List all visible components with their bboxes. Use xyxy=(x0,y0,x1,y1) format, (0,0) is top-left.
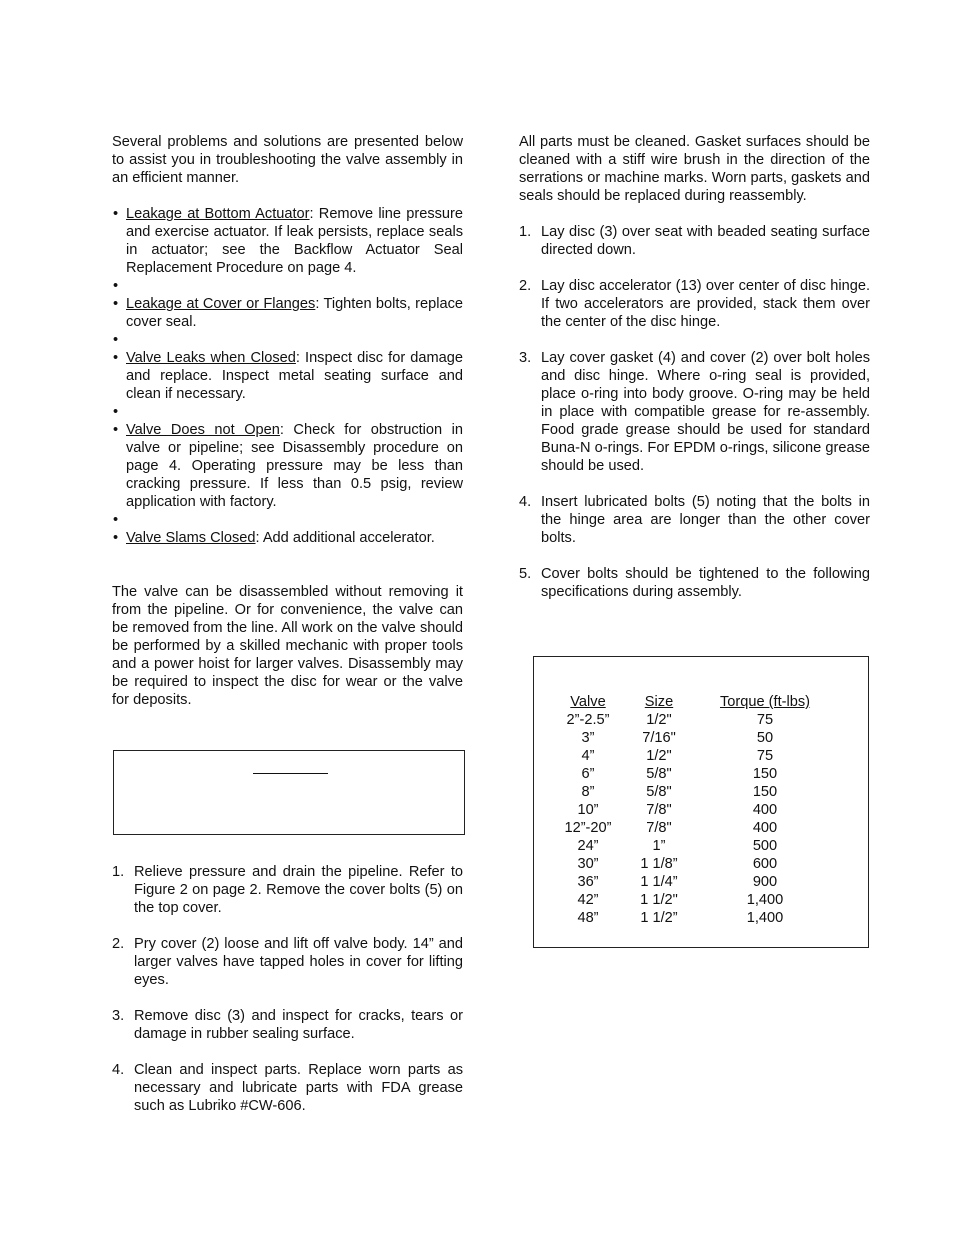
reassembly-step: 5. Cover bolts should be tightened to the following specifications during assembly. xyxy=(519,566,870,600)
valve-size-cell: 6” xyxy=(581,766,595,782)
table-row xyxy=(548,837,840,855)
left-column xyxy=(112,133,463,709)
bolt-size-cell: 1” xyxy=(652,838,666,854)
table-row xyxy=(548,711,840,729)
bolt-size-cell: 1 1/2” xyxy=(640,910,678,926)
caution-heading-rule xyxy=(253,773,328,774)
header-size: Size xyxy=(644,694,674,710)
bolt-size-cell: 7/8" xyxy=(646,820,672,836)
table-row xyxy=(548,801,840,819)
bolt-size-cell: 5/8" xyxy=(646,784,672,800)
bolt-size-cell: 1 1/8” xyxy=(640,856,678,872)
bolt-size-cell: 1 1/4” xyxy=(640,874,678,890)
valve-size-cell: 10” xyxy=(577,802,599,818)
torque-cell: 900 xyxy=(752,874,778,890)
trouble-item-does-not-open xyxy=(112,421,463,511)
disassembly-step: 2. Pry cover (2) loose and lift off valve body. 14” and larger valves have tapped holes in cover for lifting eyes. xyxy=(112,936,463,988)
trouble-title: Leakage at Cover or Flanges xyxy=(126,296,316,312)
trouble-text: : Add additional accelerator. xyxy=(255,530,435,546)
table-row xyxy=(548,765,840,783)
trouble-title: Valve Slams Closed xyxy=(126,530,256,546)
table-row xyxy=(548,891,840,909)
torque-cell: 1,400 xyxy=(746,910,784,926)
table-row xyxy=(548,783,840,801)
troubleshooting-list xyxy=(112,205,463,547)
valve-size-cell: 2”-2.5” xyxy=(566,712,610,728)
reassembly-step: 4. Insert lubricated bolts (5) noting that the bolts in the hinge area are longer than the other cover bolts. xyxy=(519,494,870,546)
valve-size-cell: 36” xyxy=(577,874,599,890)
disassembly-intro: The valve can be disassembled without removing it from the pipeline. Or for convenience, the valve can be removed from the line. All work on the valve should be performed by a skilled mechanic with proper tools and a power hoist for larger valves. Disassembly may be required to inspect the disc for wear or the valve for deposits. xyxy=(112,584,463,708)
valve-size-cell: 4” xyxy=(581,748,595,764)
trouble-item-slams-closed xyxy=(112,529,463,547)
disassembly-step: 3. Remove disc (3) and inspect for cracks, tears or damage in rubber sealing surface. xyxy=(112,1008,463,1042)
header-valve: Valve xyxy=(570,694,606,710)
table-row xyxy=(548,855,840,873)
reassembly-steps xyxy=(519,223,870,601)
trouble-text: : Inspect disc for damage and replace. Inspect metal seating surface and clean if necessary. xyxy=(126,350,463,402)
table-row xyxy=(548,873,840,891)
trouble-text: : Remove line pressure and exercise actuator. If leak persists, replace seals in actuator; see the Backflow Actuator Seal Replacement Procedure on page 4. xyxy=(126,206,464,276)
reassembly-step: 3. Lay cover gasket (4) and cover (2) over bolt holes and disc hinge. Where o-ring seal is provided, place o-ring into body groove. O-ring may be held in place with compatible grease for re-assembly. Food grade grease should be used for standard Buna-N o-rings. For EPDM o-rings, silicone grease should be used. xyxy=(519,350,870,474)
trouble-item-leaks-closed xyxy=(112,349,463,403)
reassembly-intro: All parts must be cleaned. Gasket surfaces should be cleaned with a stiff wire brush in the direction of the serrations or machine marks. Worn parts, gaskets and seals should be replaced during reassembly. xyxy=(519,134,870,204)
torque-cell: 150 xyxy=(752,784,778,800)
reassembly-step: 2. Lay disc accelerator (13) over center of disc hinge. If two accelerators are provided, stack them over the center of the disc hinge. xyxy=(519,278,870,330)
bolt-size-cell: 1/2" xyxy=(646,748,672,764)
trouble-item-cover-flanges xyxy=(112,295,463,331)
disassembly-steps xyxy=(112,863,463,1115)
valve-size-cell: 42” xyxy=(577,892,599,908)
table-row xyxy=(548,909,840,927)
valve-size-cell: 8” xyxy=(581,784,595,800)
trouble-title: Valve Does not Open xyxy=(126,422,280,438)
table-row xyxy=(548,729,840,747)
bolt-size-cell: 1 1/2" xyxy=(640,892,678,908)
table-row xyxy=(548,747,840,765)
torque-cell: 50 xyxy=(756,730,774,746)
bolt-size-cell: 1/2" xyxy=(646,712,672,728)
torque-cell: 150 xyxy=(752,766,778,782)
valve-size-cell: 48” xyxy=(577,910,599,926)
header-torque: Torque (ft-lbs) xyxy=(719,694,811,710)
disassembly-step: 1. Relieve pressure and drain the pipeline. Refer to Figure 2 on page 2. Remove the cover bolts (5) on the top cover. xyxy=(112,864,463,916)
bolt-size-cell: 5/8" xyxy=(646,766,672,782)
valve-size-cell: 24” xyxy=(577,838,599,854)
disassembly-step: 4. Clean and inspect parts. Replace worn parts as necessary and lubricate parts with FDA grease such as Lubriko #CW-606. xyxy=(112,1062,463,1114)
troubleshooting-intro: Several problems and solutions are presented below to assist you in troubleshooting the valve assembly in an efficient manner. xyxy=(112,134,463,186)
torque-cell: 1,400 xyxy=(746,892,784,908)
torque-cell: 75 xyxy=(756,748,774,764)
bolt-size-cell: 7/16" xyxy=(642,730,676,746)
torque-cell: 400 xyxy=(752,820,778,836)
valve-size-cell: 3” xyxy=(581,730,595,746)
torque-cell: 500 xyxy=(752,838,778,854)
trouble-text: : Check for obstruction in valve or pipeline; see Disassembly procedure on page 4. Operating pressure may be less than cracking pressure. If less than 0.5 psig, review application with factory. xyxy=(126,422,463,510)
torque-cell: 400 xyxy=(752,802,778,818)
valve-size-cell: 30” xyxy=(577,856,599,872)
trouble-title: Leakage at Bottom Actuator xyxy=(126,206,310,222)
trouble-item-bottom-actuator xyxy=(112,205,463,277)
reassembly-step: 1. Lay disc (3) over seat with beaded seating surface directed down. xyxy=(519,224,870,258)
torque-table-body xyxy=(548,711,840,927)
trouble-text: : Tighten bolts, replace cover seal. xyxy=(126,296,463,330)
torque-cell: 600 xyxy=(752,856,778,872)
torque-table-header xyxy=(548,693,840,711)
valve-size-cell: 12”-20” xyxy=(564,820,612,836)
torque-table xyxy=(548,693,840,927)
torque-table-box xyxy=(533,656,869,948)
bolt-size-cell: 7/8" xyxy=(646,802,672,818)
table-row xyxy=(548,819,840,837)
caution-box xyxy=(113,750,465,835)
right-column xyxy=(519,133,870,601)
torque-cell: 75 xyxy=(756,712,774,728)
trouble-title: Valve Leaks when Closed xyxy=(126,350,296,366)
